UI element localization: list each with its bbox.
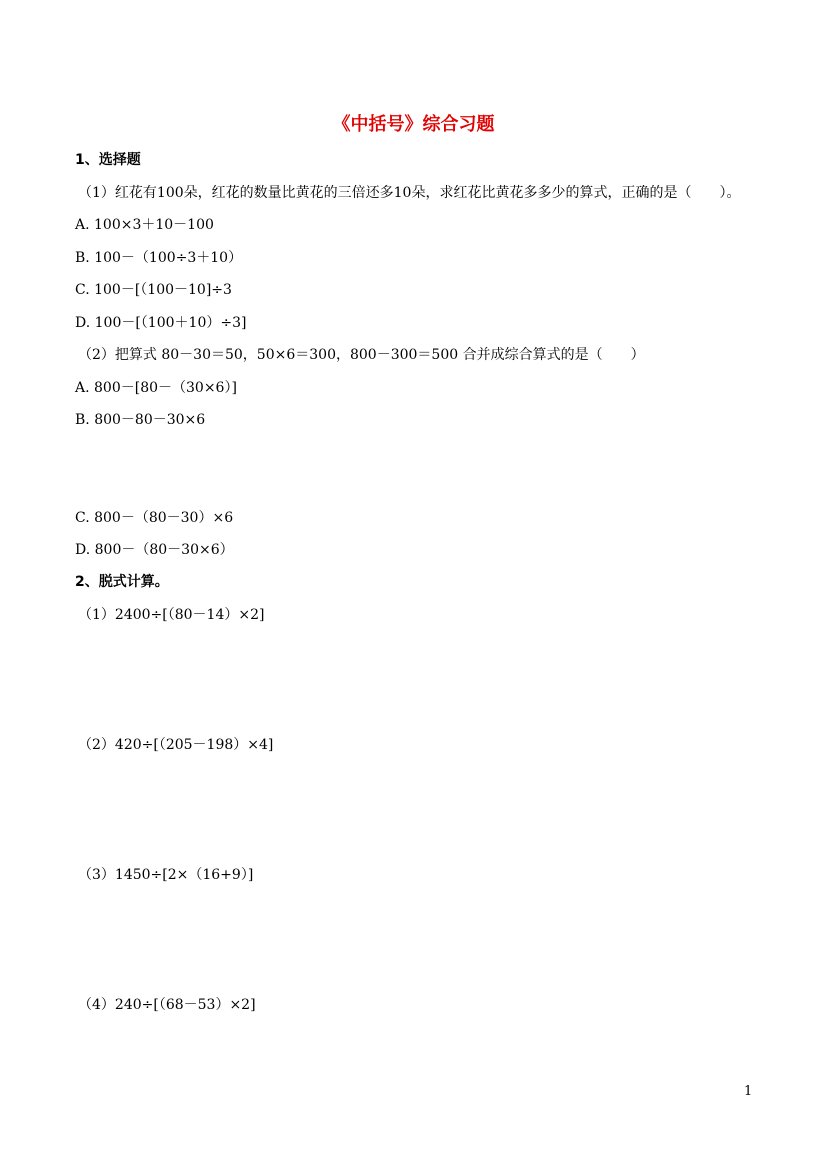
question-1-stem: （1）红花有100朵，红花的数量比黄花的三倍还多10朵，求红花比黄花多多少的算式，正确的是（ ）。 bbox=[78, 185, 741, 201]
calc-item-1: （1）2400÷[（80－14）×2] bbox=[78, 607, 265, 623]
calc-item-2: （2）420÷[（205－198）×4] bbox=[78, 737, 274, 753]
question-1-option-a: A. 100×3＋10－100 bbox=[75, 217, 214, 233]
page-title: 《中括号》综合习题 bbox=[332, 114, 495, 135]
question-2-option-b: B. 800－80－30×6 bbox=[75, 412, 206, 428]
question-1-option-c: C. 100－[（100－10]÷3 bbox=[75, 282, 232, 298]
question-2-option-c: C. 800－（80－30）×6 bbox=[75, 510, 234, 526]
question-2-option-a: A. 800－[80－（30×6）] bbox=[75, 380, 237, 396]
section-2-heading: 2、脱式计算。 bbox=[75, 574, 169, 590]
question-2-option-d: D. 800－（80－30×6） bbox=[75, 542, 234, 558]
question-2-stem: （2）把算式 80－30＝50，50×6＝300，800－300＝500 合并成综合算式的是（ ） bbox=[78, 347, 645, 363]
question-1-option-b: B. 100－（100÷3＋10） bbox=[75, 250, 243, 266]
calc-item-3: （3）1450÷[2×（16+9）] bbox=[78, 867, 254, 883]
calc-item-4: （4）240÷[（68－53）×2] bbox=[78, 997, 256, 1013]
section-1-heading: 1、选择题 bbox=[75, 152, 141, 168]
question-1-option-d: D. 100－[（100＋10）÷3] bbox=[75, 315, 247, 331]
page-number: 1 bbox=[744, 1084, 753, 1099]
